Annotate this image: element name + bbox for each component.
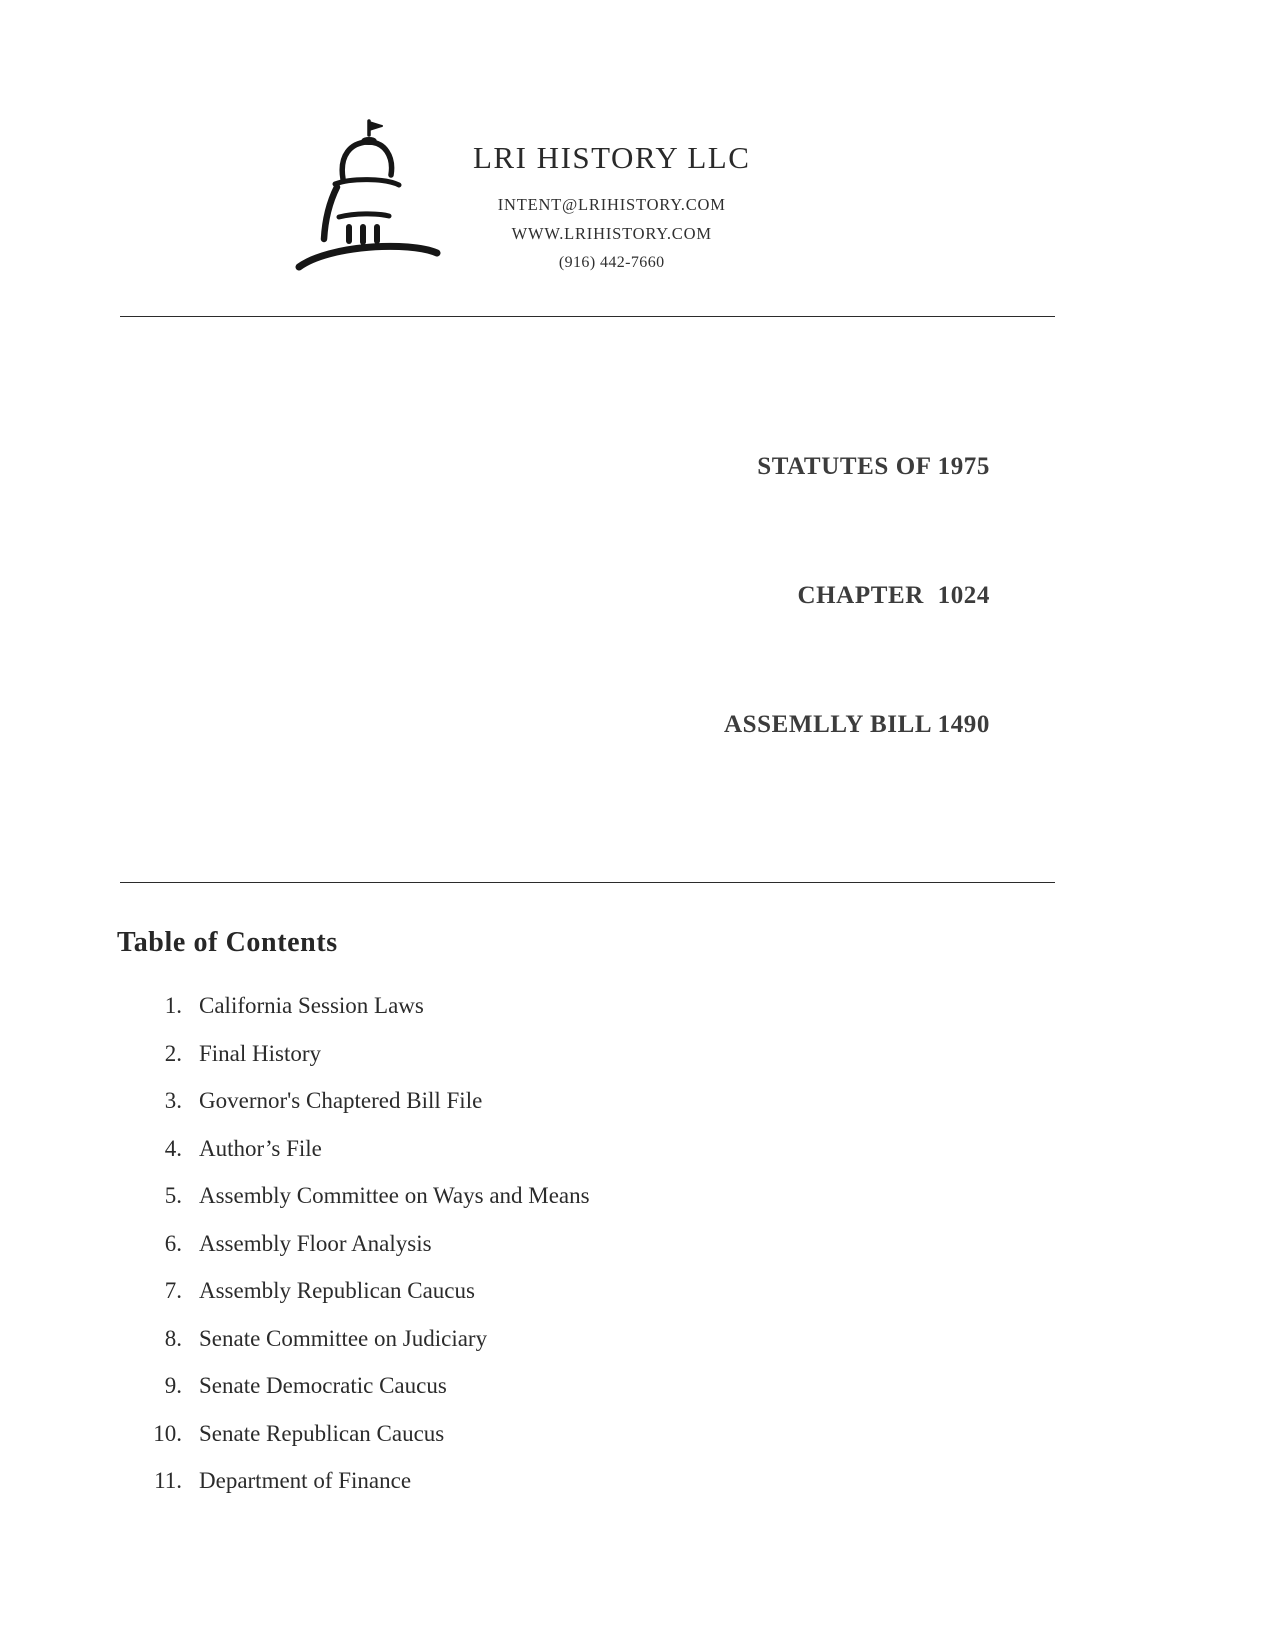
toc-item [138,991,1276,1020]
org-email: INTENT@LRIHISTORY.COM [497,195,726,214]
title-line-statutes: STATUTES OF 1975 [757,453,990,480]
capitol-logo-icon [293,116,443,278]
toc-item-label: Senate Republican Caucus [199,1420,445,1446]
toc-item [138,1276,1276,1305]
toc-item [138,1466,1276,1495]
toc-item-number: 5. [164,1183,182,1208]
toc-item [138,1039,1276,1068]
toc-item [138,1134,1276,1163]
toc-item [138,1229,1276,1258]
divider-top [120,316,1055,317]
toc-item [138,1419,1276,1448]
org-block [473,116,750,277]
toc-item-number: 3. [164,1088,182,1113]
title-line-bill: ASSEMLLY BILL 1490 [724,711,990,738]
toc-item-number: 9. [164,1373,182,1398]
toc-item [138,1181,1276,1210]
toc-item-number: 11. [154,1468,182,1493]
title-line-chapter: CHAPTER 1024 [797,582,990,609]
org-name: LRI HISTORY LLC [473,140,751,175]
toc-item-label: Final History [199,1040,322,1066]
org-phone: (916) 442-7660 [558,254,665,271]
toc-list [138,991,1276,1495]
toc-item-label: California Session Laws [199,993,424,1018]
toc-item-number: 6. [164,1230,182,1256]
toc-item [138,1371,1276,1400]
toc-item-label: Assembly Republican Caucus [199,1278,475,1303]
toc-item-label: Senate Democratic Caucus [199,1373,447,1398]
toc-item-number: 7. [164,1278,182,1303]
toc-item-label: Author’s File [199,1135,322,1161]
toc-item-number: 1. [164,993,182,1018]
toc-item-number: 4. [164,1135,182,1161]
toc-item-label: Department of Finance [199,1468,412,1493]
toc-item-label: Assembly Committee on Ways and Means [199,1183,590,1208]
toc-item-number: 8. [164,1325,182,1351]
toc-heading: Table of Contents [117,927,338,958]
title-block [0,359,990,832]
divider-bottom [120,882,1055,883]
toc-item-label: Assembly Floor Analysis [199,1230,432,1256]
toc-item-label: Governor's Chaptered Bill File [199,1088,483,1113]
org-website: WWW.LRIHISTORY.COM [511,224,712,243]
letterhead [0,0,1276,278]
toc-item [138,1324,1276,1353]
toc-item-number: 2. [164,1040,182,1066]
toc-item-number: 10. [153,1420,182,1446]
toc-item [138,1086,1276,1115]
toc-item-label: Senate Committee on Judiciary [199,1325,488,1351]
